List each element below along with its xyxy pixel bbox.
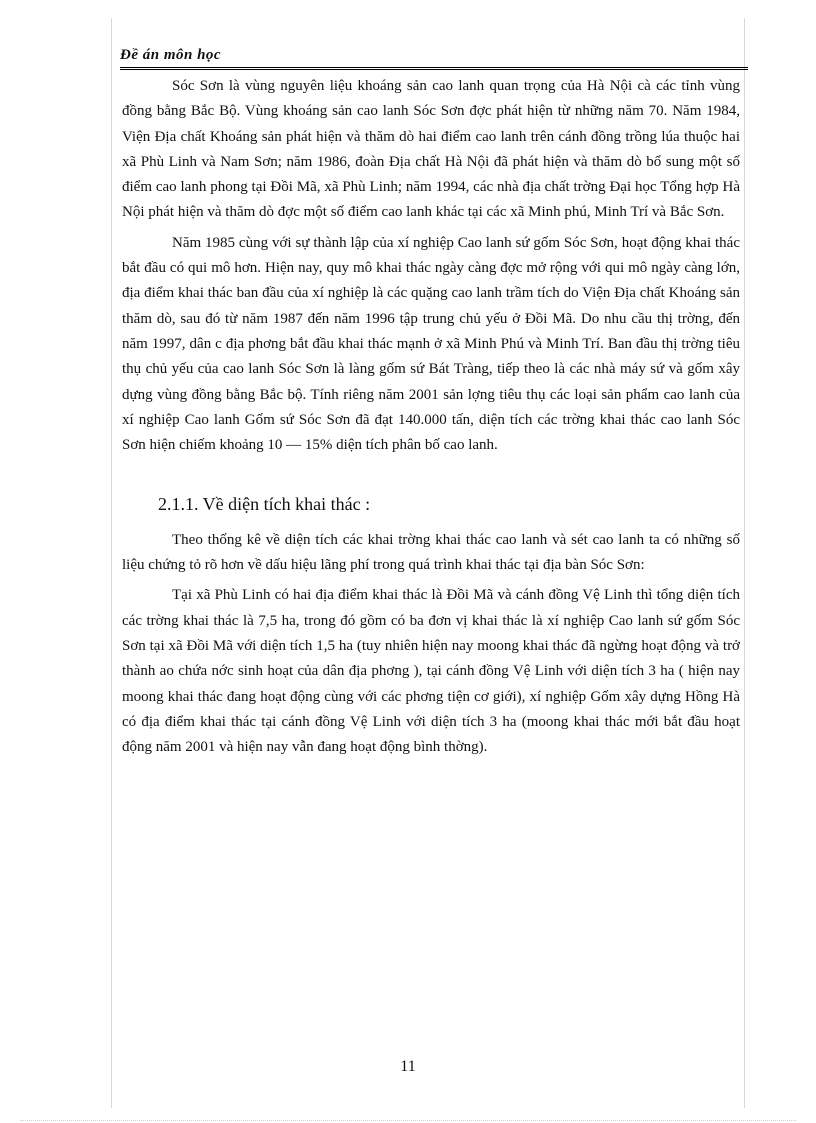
paragraph-phu-linh: Tại xã Phù Linh có hai địa điểm khai thác là Đồi Mã và cánh đồng Vệ Linh thì tổng diện tích các trờng khai thác là 7,5 ha, trong đó gồm có ba đơn vị khai thác là xí nghiệp Cao lanh sứ gốm Sóc Sơn tại xã Đồi Mã với diện tích 1,5 ha (tuy nhiên hiện nay moong khai thác đã ngừng hoạt động và trở thành ao chứa nớc sinh hoạt của dân địa phơng ), tại cánh đồng Vệ Linh với diện tích 3 ha ( hiện nay moong khai thác đang hoạt động cùng với các phơng tiện cơ giới), xí nghiệp Gốm xây dựng Hồng Hà có địa điểm khai thác tại cánh đồng Vệ Linh với diện tích 3 ha (moong khai thác mới bắt đầu hoạt động năm 2001 và hiện nay vẫn đang hoạt động bình thờng). (122, 587, 740, 756)
header-title: Đề án môn học (120, 47, 222, 63)
paragraph-history: Năm 1985 cùng với sự thành lập của xí nghiệp Cao lanh sứ gốm Sóc Sơn, hoạt động khai thác bắt đầu có qui mô hơn. Hiện nay, quy mô khai thác ngày càng đợc mở rộng với qui mô ngày càng lớn, địa điểm khai thác ban đầu của xí nghiệp là các quặng cao lanh trầm tích do Viện Địa chất Khoáng sản thăm dò, sau đó từ năm 1987 đến năm 1996 tập trung chủ yếu ở Đồi Mã. Do nhu cầu thị trờng, đến năm 1997, dân c địa phơng bắt đầu khai thác mạnh ở xã Minh Phú và Minh Trí. Ban đầu thị trờng tiêu thụ chủ yếu của cao lanh Sóc Sơn là làng gốm sứ Bát Tràng, tiếp theo là các nhà máy sứ và gốm xây dựng vùng đồng bằng Bắc bộ. Tính riêng năm 2001 sản lợng tiêu thụ các loại sản phẩm cao lanh của xí nghiệp Cao lanh Gốm sứ Sóc Sơn đã đạt 140.000 tấn, diện tích các trờng khai thác cao lanh Sóc Sơn hiện chiếm khoảng 10 — 15% diện tích phân bố cao lanh. (122, 234, 740, 454)
section-heading: 2.1.1. Về diện tích khai thác : (158, 494, 371, 515)
page-number: 11 (400, 1058, 416, 1075)
page-bottom-divider (20, 1120, 796, 1121)
document-body (122, 74, 740, 760)
paragraph-intro: Sóc Sơn là vùng nguyên liệu khoáng sản cao lanh quan trọng của Hà Nội cà các tỉnh vùng đồng bằng Bắc Bộ. Vùng khoáng sản cao lanh Sóc Sơn đợc phát hiện từ những năm 70. Năm 1984, Viện Địa chất Khoáng sản phát hiện và thăm dò hai điểm cao lanh trên cánh đồng trồng lúa thuộc hai xã Phù Linh và Nam Sơn; năm 1986, đoàn Địa chất Hà Nội đã phát hiện và thăm dò bổ sung một số điểm cao lanh phong tại Đồi Mã, xã Phù Linh; năm 1994, các nhà địa chất trờng Đại học Tổng hợp Hà Nội phát hiện và thăm dò đợc một số điểm cao lanh khác tại các xã Minh phú, Minh Trí và Bắc Sơn. (122, 78, 740, 221)
page-header (120, 46, 748, 68)
paragraph-statistics: Theo thống kê về diện tích các khai trờng khai thác cao lanh và sét cao lanh ta có những số liệu chứng tỏ rõ hơn về dấu hiệu lãng phí trong quá trình khai thác tại địa bàn Sóc Sơn: (122, 531, 740, 574)
header-rule (120, 67, 748, 70)
